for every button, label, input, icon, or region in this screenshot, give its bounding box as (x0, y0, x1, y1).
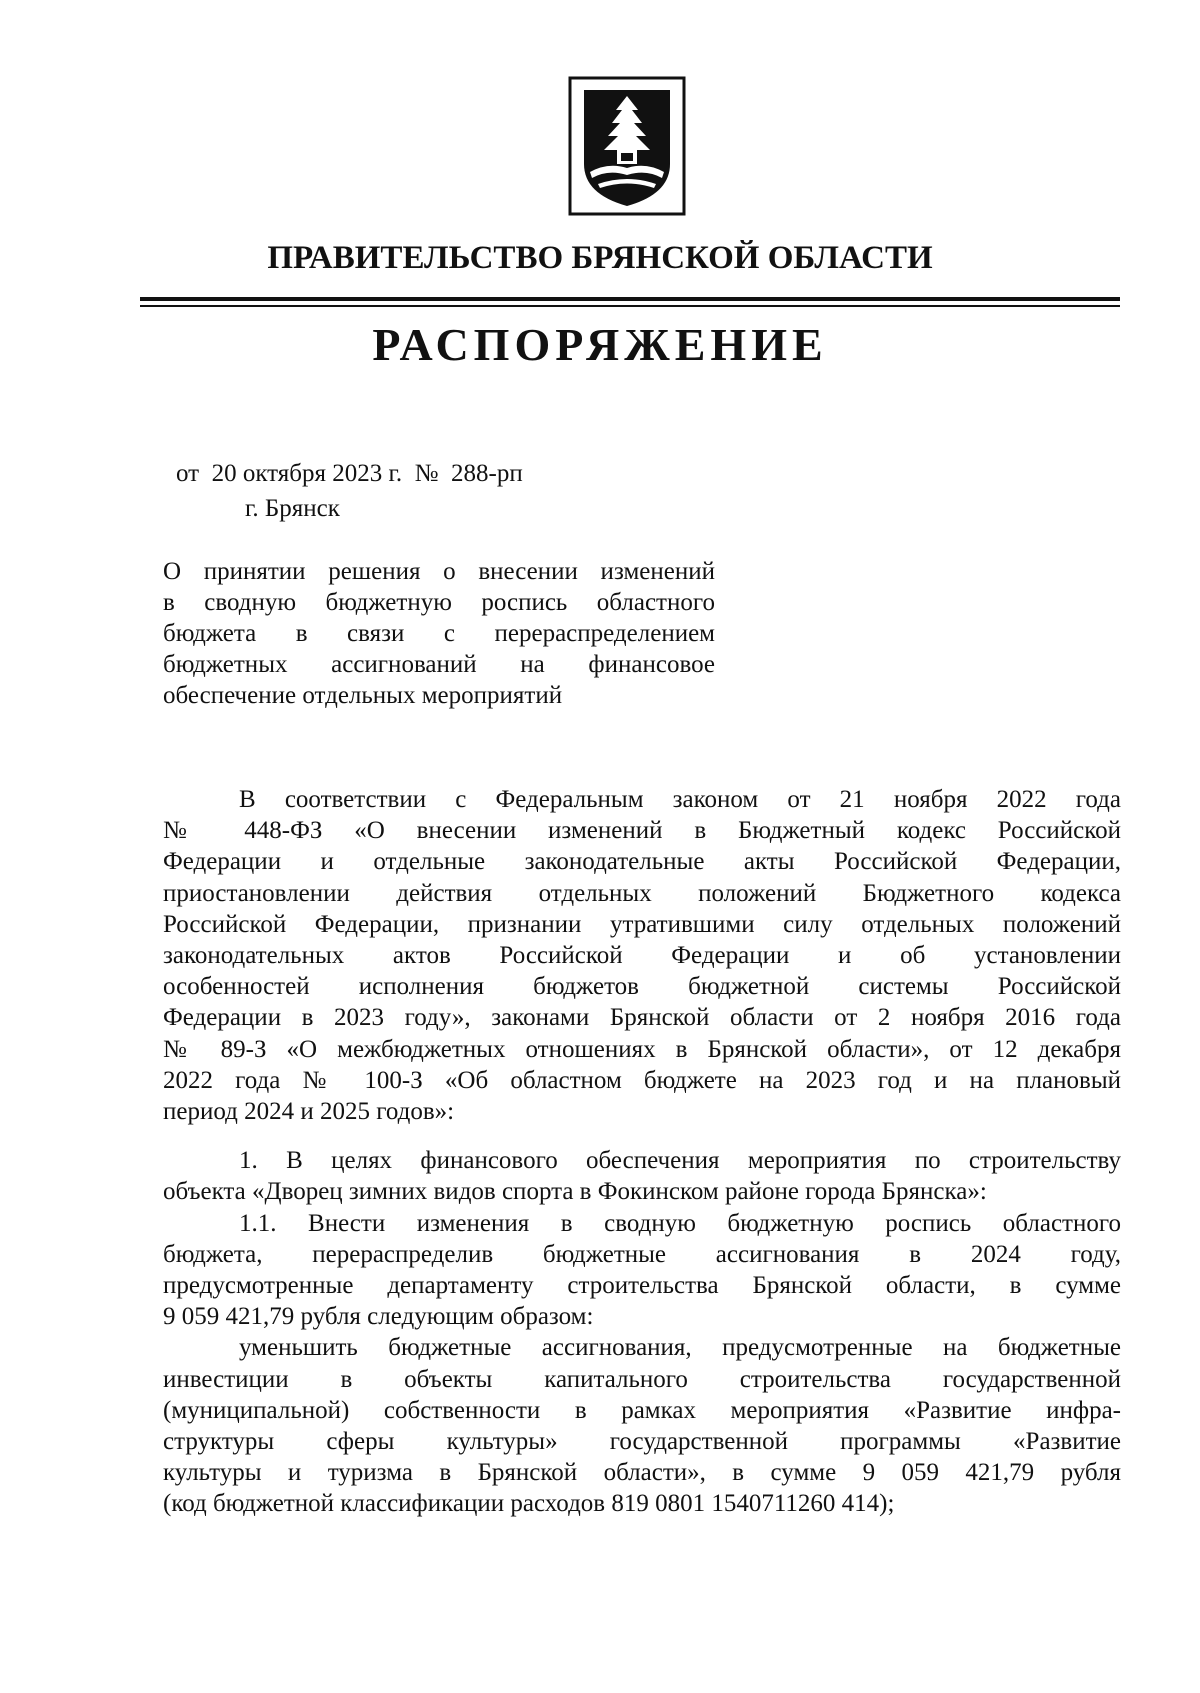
city: г. Брянск (245, 495, 340, 522)
subject-line: в сводную бюджетную роспись областного (163, 589, 715, 616)
decrease-line: (муниципальной) собственности в рамках мероприятия «Развитие инфра- (163, 1396, 1121, 1424)
preamble-line: законодательных актов Российской Федерации и об установлении (163, 942, 1121, 970)
item-1-line: 1. В целях финансового обеспечения мероприятия по строительству (239, 1147, 1121, 1175)
decrease-line: инвестиции в объекты капитального строительства государственной (163, 1365, 1121, 1393)
preamble-line: Федерации и отдельные законодательные акты Российской Федерации, (163, 848, 1121, 876)
header-rule-thick (140, 297, 1120, 301)
decrease-line: культуры и туризма в Брянской области», в сумме 9 059 421,79 рубля (163, 1459, 1121, 1487)
preamble-line: особенностей исполнения бюджетов бюджетной системы Российской (163, 973, 1121, 1001)
item-1-1-line: 1.1. Внести изменения в сводную бюджетную роспись областного (239, 1209, 1121, 1237)
item-1-1-line: бюджета, перераспределив бюджетные ассигнования в 2024 году, (163, 1240, 1121, 1268)
document-subject (163, 556, 715, 711)
preamble-line: Федерации в 2023 году», законами Брянской области от 2 ноября 2016 года (163, 1004, 1121, 1032)
preamble-line: Российской Федерации, признании утратившими силу отдельных положений (163, 910, 1121, 938)
paragraph-gap (163, 1127, 1121, 1145)
decrease-line: (код бюджетной классификации расходов 819 0801 1540711260 414); (163, 1490, 895, 1518)
item-1-line: объекта «Дворец зимних видов спорта в Фокинском районе города Брянска»: (163, 1178, 987, 1206)
document-body (163, 784, 1121, 1520)
decrease-line: структуры сферы культуры» государственной программы «Развитие (163, 1428, 1121, 1456)
preamble-line: № 89-З «О межбюджетных отношениях в Брянской области», от 12 декабря (163, 1035, 1121, 1063)
date-and-number: от 20 октября 2023 г. № 288-рп (176, 460, 523, 487)
document-type: РАСПОРЯЖЕНИЕ (372, 319, 828, 370)
preamble-line: № 448-ФЗ «О внесении изменений в Бюджетный кодекс Российской (163, 817, 1121, 845)
preamble-line: 2022 года № 100-З «Об областном бюджете на 2023 год и на плановый (163, 1066, 1121, 1094)
decrease-line: уменьшить бюджетные ассигнования, предусмотренные на бюджетные (239, 1334, 1121, 1362)
document-meta (176, 456, 523, 526)
header-rule-thin (140, 305, 1120, 307)
preamble-line: В соответствии с Федеральным законом от 21 ноября 2022 года (239, 786, 1121, 813)
subject-line: О принятии решения о внесении изменений (163, 558, 715, 585)
preamble-line: приостановлении действия отдельных положений Бюджетного кодекса (163, 879, 1121, 907)
preamble-line: период 2024 и 2025 годов»: (163, 1098, 455, 1126)
coat-of-arms-icon (568, 76, 686, 216)
government-title: ПРАВИТЕЛЬСТВО БРЯНСКОЙ ОБЛАСТИ (267, 240, 933, 276)
item-1-1-line: 9 059 421,79 рубля следующим образом: (163, 1303, 594, 1331)
subject-line: бюджетных ассигнований на финансовое (163, 651, 715, 678)
subject-line: бюджета в связи с перераспределением (163, 620, 715, 647)
subject-line: обеспечение отдельных мероприятий (163, 682, 563, 709)
item-1-1-line: предусмотренные департаменту строительства Брянской области, в сумме (163, 1272, 1121, 1300)
